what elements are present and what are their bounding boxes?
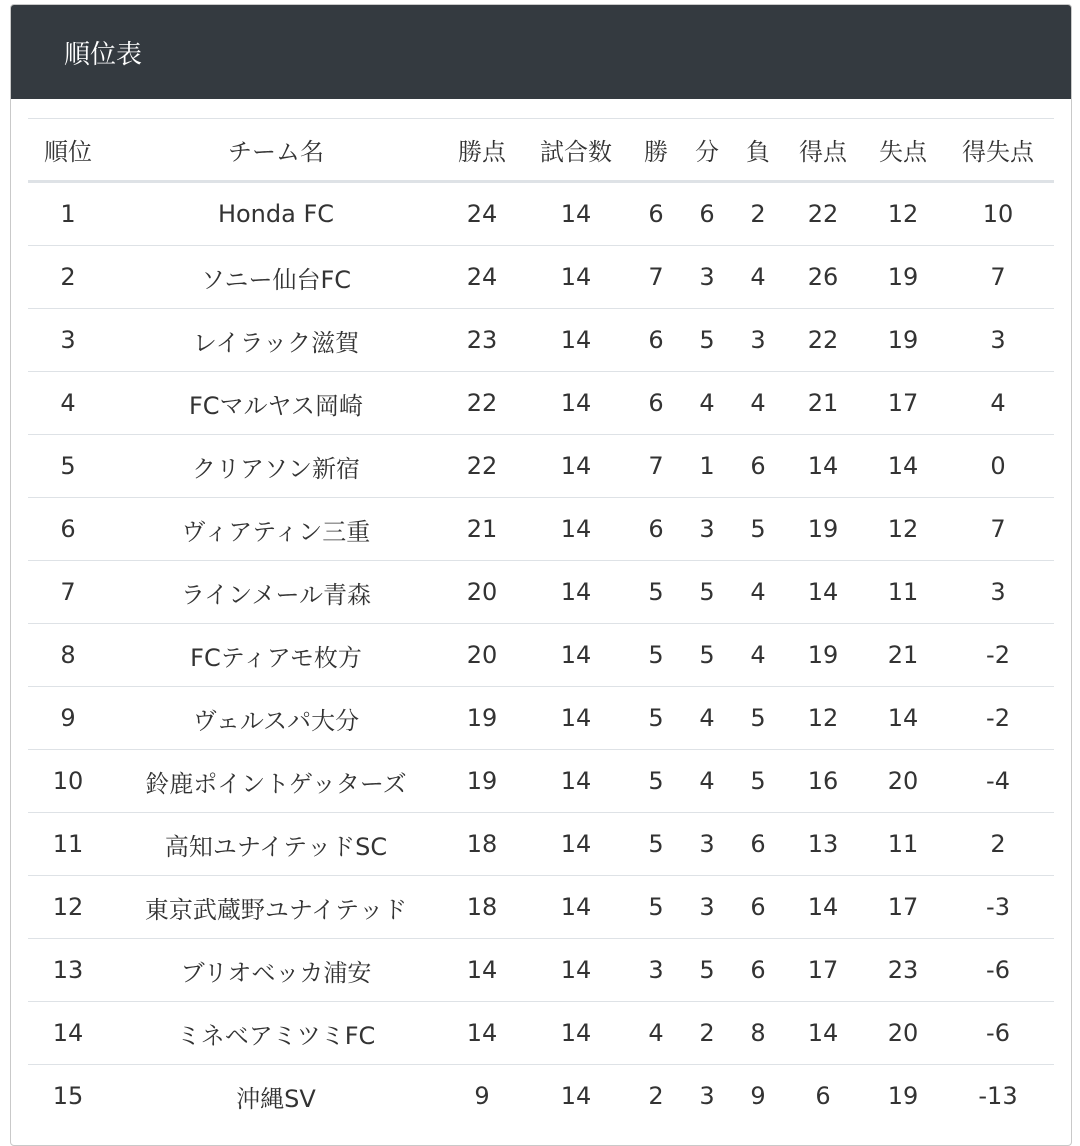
cell-team-name: ブリオベッカ浦安 <box>108 939 444 1002</box>
table-row <box>28 813 1054 876</box>
table-row <box>28 372 1054 435</box>
cell-drawn: 1 <box>680 435 734 498</box>
cell-goals-against: 12 <box>864 498 942 561</box>
cell-goal-diff: -4 <box>942 750 1054 813</box>
cell-won: 3 <box>632 939 680 1002</box>
table-body <box>28 182 1054 1128</box>
cell-goals-for: 14 <box>782 876 864 939</box>
cell-lost: 4 <box>734 372 782 435</box>
table-row <box>28 182 1054 246</box>
cell-won: 5 <box>632 750 680 813</box>
cell-team-name: 高知ユナイテッドSC <box>108 813 444 876</box>
cell-goals-against: 23 <box>864 939 942 1002</box>
cell-lost: 8 <box>734 1002 782 1065</box>
table-row <box>28 687 1054 750</box>
cell-goals-against: 19 <box>864 246 942 309</box>
cell-rank: 12 <box>28 876 108 939</box>
cell-points: 23 <box>444 309 520 372</box>
cell-lost: 3 <box>734 309 782 372</box>
cell-rank: 8 <box>28 624 108 687</box>
cell-played: 14 <box>520 624 632 687</box>
cell-goals-for: 14 <box>782 435 864 498</box>
cell-goals-against: 14 <box>864 435 942 498</box>
column-header-drawn: 分 <box>680 119 734 182</box>
cell-lost: 5 <box>734 687 782 750</box>
cell-drawn: 3 <box>680 876 734 939</box>
cell-team-name: FCマルヤス岡崎 <box>108 372 444 435</box>
cell-played: 14 <box>520 876 632 939</box>
cell-lost: 2 <box>734 182 782 246</box>
cell-points: 20 <box>444 624 520 687</box>
cell-rank: 13 <box>28 939 108 1002</box>
cell-won: 6 <box>632 498 680 561</box>
cell-lost: 4 <box>734 624 782 687</box>
cell-won: 7 <box>632 246 680 309</box>
cell-rank: 4 <box>28 372 108 435</box>
cell-points: 9 <box>474 1082 490 1110</box>
cell-played: 14 <box>560 1082 592 1110</box>
column-header-won: 勝 <box>632 119 680 182</box>
cell-drawn: 5 <box>680 939 734 1002</box>
cell-drawn: 4 <box>680 687 734 750</box>
standings-table <box>28 118 1054 1127</box>
cell-lost: 6 <box>734 435 782 498</box>
cell-won: 5 <box>632 876 680 939</box>
cell-rank: 11 <box>28 813 108 876</box>
cell-rank: 1 <box>28 182 108 246</box>
cell-goals-for: 19 <box>782 624 864 687</box>
table-row <box>28 624 1054 687</box>
cell-won: 5 <box>632 561 680 624</box>
cell-played: 14 <box>520 939 632 1002</box>
cell-goal-diff: -13 <box>978 1082 1018 1110</box>
cell-points: 22 <box>444 372 520 435</box>
cell-won: 2 <box>648 1082 664 1110</box>
cell-won: 7 <box>632 435 680 498</box>
table-row <box>28 498 1054 561</box>
cell-goal-diff: 4 <box>942 372 1054 435</box>
column-header-points: 勝点 <box>444 119 520 182</box>
cell-won: 5 <box>632 687 680 750</box>
cell-team-name: クリアソン新宿 <box>108 435 444 498</box>
cell-played: 14 <box>520 372 632 435</box>
cell-lost: 9 <box>750 1082 766 1110</box>
cell-played: 14 <box>520 813 632 876</box>
table-row <box>28 309 1054 372</box>
cell-drawn: 6 <box>680 182 734 246</box>
column-header-rank: 順位 <box>28 119 108 182</box>
cell-points: 18 <box>444 876 520 939</box>
cell-goals-against: 20 <box>864 1002 942 1065</box>
column-header-team: チーム名 <box>108 119 444 182</box>
standings-card <box>10 4 1072 1146</box>
cell-team-name: ソニー仙台FC <box>108 246 444 309</box>
cell-goals-for: 17 <box>782 939 864 1002</box>
cell-goal-diff: -2 <box>942 624 1054 687</box>
cell-drawn: 4 <box>680 750 734 813</box>
cell-team-name: ラインメール青森 <box>108 561 444 624</box>
cell-team-name: Honda FC <box>108 182 444 246</box>
cell-team-name: ヴィアティン三重 <box>108 498 444 561</box>
cell-goals-against: 17 <box>864 372 942 435</box>
cell-rank: 9 <box>28 687 108 750</box>
table-row <box>28 435 1054 498</box>
cell-goal-diff: -3 <box>942 876 1054 939</box>
cell-lost: 6 <box>734 876 782 939</box>
table-row <box>28 939 1054 1002</box>
cell-won: 5 <box>632 624 680 687</box>
cell-drawn: 3 <box>680 246 734 309</box>
cell-played: 14 <box>520 182 632 246</box>
cell-goals-against: 17 <box>864 876 942 939</box>
cell-points: 24 <box>444 246 520 309</box>
cell-team-name: ヴェルスパ大分 <box>108 687 444 750</box>
cell-drawn: 3 <box>680 498 734 561</box>
cell-goal-diff: 7 <box>942 246 1054 309</box>
cell-goals-against: 20 <box>864 750 942 813</box>
cell-played: 14 <box>520 309 632 372</box>
cell-goals-against: 21 <box>864 624 942 687</box>
cell-goals-for: 22 <box>782 182 864 246</box>
cell-team-name: ミネベアミツミFC <box>108 1002 444 1065</box>
cell-goals-against: 11 <box>864 813 942 876</box>
cell-goal-diff: -2 <box>942 687 1054 750</box>
table-row <box>28 876 1054 939</box>
cell-rank: 10 <box>28 750 108 813</box>
cell-goals-for: 12 <box>782 687 864 750</box>
cell-played: 14 <box>520 246 632 309</box>
cell-team-name: 東京武蔵野ユナイテッド <box>108 876 444 939</box>
cell-goals-for: 19 <box>782 498 864 561</box>
cell-lost: 6 <box>734 813 782 876</box>
cell-points: 22 <box>444 435 520 498</box>
cell-team-name: 鈴鹿ポイントゲッターズ <box>108 750 444 813</box>
column-header-goals-against: 失点 <box>864 119 942 182</box>
cell-goal-diff: 3 <box>942 561 1054 624</box>
cell-played: 14 <box>520 435 632 498</box>
cell-goals-against: 14 <box>864 687 942 750</box>
cell-goals-for: 22 <box>782 309 864 372</box>
cell-goals-for: 13 <box>782 813 864 876</box>
table-row <box>28 750 1054 813</box>
cell-won: 6 <box>632 372 680 435</box>
table-row <box>28 1065 1054 1128</box>
cell-goal-diff: 3 <box>942 309 1054 372</box>
cell-goal-diff: 7 <box>942 498 1054 561</box>
cell-lost: 4 <box>734 246 782 309</box>
cell-team-name: FCティアモ枚方 <box>108 624 444 687</box>
cell-drawn: 5 <box>680 624 734 687</box>
cell-goals-for: 21 <box>782 372 864 435</box>
cell-points: 19 <box>444 687 520 750</box>
cell-played: 14 <box>520 750 632 813</box>
cell-rank: 2 <box>28 246 108 309</box>
cell-points: 19 <box>444 750 520 813</box>
cell-rank: 14 <box>28 1002 108 1065</box>
header-row <box>28 119 1054 182</box>
cell-goals-for: 6 <box>815 1082 831 1110</box>
cell-drawn: 4 <box>680 372 734 435</box>
page-title: 順位表 <box>64 39 143 70</box>
cell-drawn: 3 <box>680 813 734 876</box>
cell-played: 14 <box>520 498 632 561</box>
cell-rank: 3 <box>28 309 108 372</box>
cell-points: 14 <box>444 939 520 1002</box>
cell-goal-diff: -6 <box>942 939 1054 1002</box>
cell-goals-for: 14 <box>782 1002 864 1065</box>
cell-won: 6 <box>632 309 680 372</box>
cell-lost: 6 <box>734 939 782 1002</box>
cell-drawn: 2 <box>680 1002 734 1065</box>
cell-won: 5 <box>632 813 680 876</box>
cell-goals-against: 19 <box>864 309 942 372</box>
cell-points: 21 <box>444 498 520 561</box>
table-row <box>28 246 1054 309</box>
cell-points: 20 <box>444 561 520 624</box>
cell-goal-diff: 10 <box>942 182 1054 246</box>
cell-goal-diff: -6 <box>942 1002 1054 1065</box>
cell-goal-diff: 2 <box>942 813 1054 876</box>
cell-team-name: レイラック滋賀 <box>108 309 444 372</box>
column-header-lost: 負 <box>734 119 782 182</box>
cell-lost: 5 <box>734 750 782 813</box>
column-header-played: 試合数 <box>520 119 632 182</box>
cell-points: 18 <box>444 813 520 876</box>
cell-won: 4 <box>632 1002 680 1065</box>
cell-drawn: 3 <box>699 1082 715 1110</box>
cell-rank: 15 <box>52 1082 84 1110</box>
table-header <box>28 119 1054 182</box>
cell-rank: 5 <box>28 435 108 498</box>
table-row <box>28 1002 1054 1065</box>
cell-won: 6 <box>632 182 680 246</box>
cell-lost: 5 <box>734 498 782 561</box>
cell-goals-against: 11 <box>864 561 942 624</box>
standings-header <box>11 5 1071 99</box>
cell-rank: 7 <box>28 561 108 624</box>
cell-goals-for: 16 <box>782 750 864 813</box>
cell-goals-against: 12 <box>864 182 942 246</box>
column-header-goals-for: 得点 <box>782 119 864 182</box>
cell-drawn: 5 <box>680 309 734 372</box>
cell-played: 14 <box>520 687 632 750</box>
cell-points: 24 <box>444 182 520 246</box>
cell-goals-for: 14 <box>782 561 864 624</box>
cell-lost: 4 <box>734 561 782 624</box>
cell-played: 14 <box>520 561 632 624</box>
cell-points: 14 <box>444 1002 520 1065</box>
cell-rank: 6 <box>28 498 108 561</box>
cell-played: 14 <box>520 1002 632 1065</box>
standings-table-wrapper <box>28 118 1054 1127</box>
cell-team-name: 沖縄SV <box>236 1084 316 1113</box>
table-row <box>28 561 1054 624</box>
cell-goals-against: 19 <box>887 1082 919 1110</box>
cell-drawn: 5 <box>680 561 734 624</box>
cell-goal-diff: 0 <box>942 435 1054 498</box>
cell-goals-for: 26 <box>782 246 864 309</box>
column-header-goal-diff: 得失点 <box>942 119 1054 182</box>
